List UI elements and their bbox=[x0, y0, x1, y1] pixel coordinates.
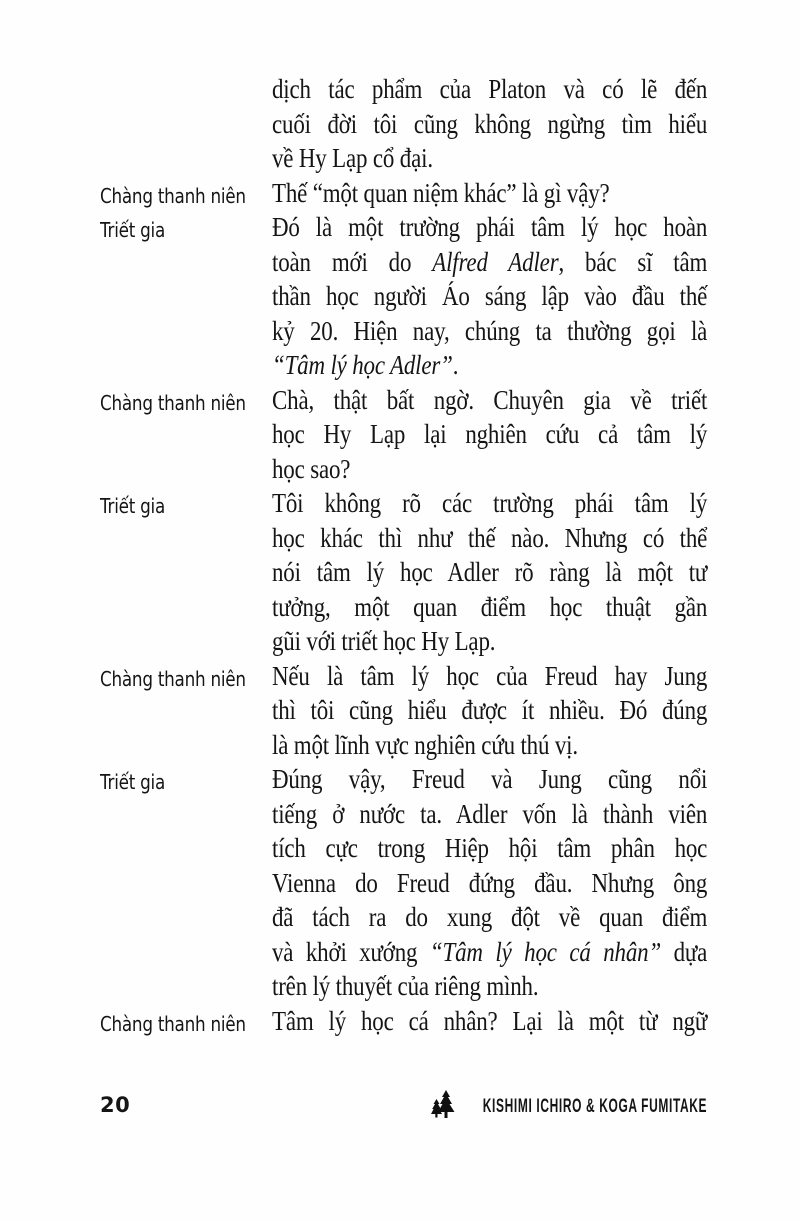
dialogue-line: Đúng vậy, Freud và Jung cũng nổi bbox=[272, 764, 708, 794]
speaker-label bbox=[100, 75, 272, 110]
speaker-label bbox=[100, 765, 272, 800]
dialogue-line: tiếng ở nước ta. Adler vốn là thành viên bbox=[272, 798, 708, 829]
dialogue-turn bbox=[100, 210, 800, 383]
speaker-label bbox=[100, 1007, 272, 1042]
dialogue-line: tưởng, một quan điểm học thuật gần bbox=[272, 591, 708, 622]
speaker-label bbox=[100, 662, 272, 697]
dialogue-line: đã tách ra do xung đột về quan điểm bbox=[272, 902, 708, 932]
dialogue-line: cuối đời tôi cũng không ngừng tìm hiểu bbox=[272, 108, 708, 139]
dialogue-line: trên lý thuyết của riêng mình. bbox=[272, 971, 539, 1001]
dialogue-line: dịch tác phẩm của Platon và có lẽ đến bbox=[272, 74, 708, 104]
speaker-label bbox=[100, 179, 272, 214]
dialogue-line: gũi với triết học Hy Lạp. bbox=[272, 626, 496, 656]
dialogue-turn bbox=[100, 176, 800, 211]
page-number: 20 bbox=[100, 1093, 131, 1117]
dialogue-line: nói tâm lý học Adler rõ ràng là một tư bbox=[272, 557, 708, 587]
dialogue-line: Thế “một quan niệm khác” là gì vậy? bbox=[272, 177, 610, 208]
speaker-label-text: Chàng thanh niên bbox=[100, 390, 246, 415]
dialogue-turn bbox=[100, 72, 800, 176]
dialogue-line: Tôi không rõ các trường phái tâm lý bbox=[272, 488, 708, 518]
dialogue-line: học Hy Lạp lại nghiên cứu cả tâm lý bbox=[272, 419, 708, 449]
dialogue-line: và khởi xướng “Tâm lý học cá nhân” dựa bbox=[272, 936, 708, 967]
dialogue-line: toàn mới do Alfred Adler, bác sĩ tâm bbox=[272, 246, 708, 277]
speaker-label-text: Triết gia bbox=[100, 494, 165, 518]
speech-text bbox=[272, 176, 707, 211]
dialogue-turn bbox=[100, 1004, 800, 1039]
speaker-label-text: Chàng thanh niên bbox=[100, 1011, 246, 1036]
dialogue-turn bbox=[100, 383, 800, 487]
dialogue bbox=[100, 72, 800, 1038]
speaker-label bbox=[100, 386, 272, 421]
speech-text bbox=[272, 383, 707, 487]
footer-authors: KISHIMI ICHIRO & KOGA FUMITAKE bbox=[482, 1096, 707, 1117]
dialogue-line: Tâm lý học cá nhân? Lại là một từ ngữ bbox=[272, 1005, 708, 1036]
dialogue-line: kỷ 20. Hiện nay, chúng ta thường gọi là bbox=[272, 315, 708, 346]
speaker-label-text: Chàng thanh niên bbox=[100, 666, 246, 691]
dialogue-line: là một lĩnh vực nghiên cứu thú vị. bbox=[272, 729, 578, 760]
dialogue-line: Chà, thật bất ngờ. Chuyên gia về triết bbox=[272, 384, 708, 415]
dialogue-line: về Hy Lạp cổ đại. bbox=[272, 143, 433, 173]
pine-trees-icon bbox=[430, 1090, 456, 1120]
dialogue-line: “Tâm lý học Adler”. bbox=[272, 350, 459, 380]
speech-text bbox=[272, 659, 707, 763]
dialogue-line: thì tôi cũng hiểu được ít nhiều. Đó đúng bbox=[272, 695, 708, 725]
speaker-label-text: Chàng thanh niên bbox=[100, 183, 246, 208]
speaker-label bbox=[100, 213, 272, 248]
dialogue-line: Nếu là tâm lý học của Freud hay Jung bbox=[272, 660, 708, 691]
dialogue-line: thần học người Áo sáng lập vào đầu thế bbox=[272, 281, 708, 311]
dialogue-line: học sao? bbox=[272, 453, 351, 484]
speaker-label-text: Triết gia bbox=[100, 770, 165, 794]
dialogue-turn bbox=[100, 762, 800, 1004]
dialogue-turn bbox=[100, 486, 800, 659]
dialogue-turn bbox=[100, 659, 800, 763]
speech-text bbox=[272, 210, 707, 383]
dialogue-line: tích cực trong Hiệp hội tâm phân học bbox=[272, 833, 708, 863]
dialogue-line: học khác thì như thế nào. Nhưng có thể bbox=[272, 522, 708, 553]
speech-text bbox=[272, 762, 707, 1004]
speech-text bbox=[272, 486, 707, 659]
speaker-label-text: Triết gia bbox=[100, 218, 165, 242]
speech-text bbox=[272, 1004, 707, 1039]
page-footer bbox=[100, 1088, 707, 1124]
speech-text bbox=[272, 72, 707, 176]
dialogue-line: Vienna do Freud đứng đầu. Nhưng ông bbox=[272, 867, 708, 898]
dialogue-line: Đó là một trường phái tâm lý học hoàn bbox=[272, 212, 708, 242]
speaker-label bbox=[100, 489, 272, 524]
